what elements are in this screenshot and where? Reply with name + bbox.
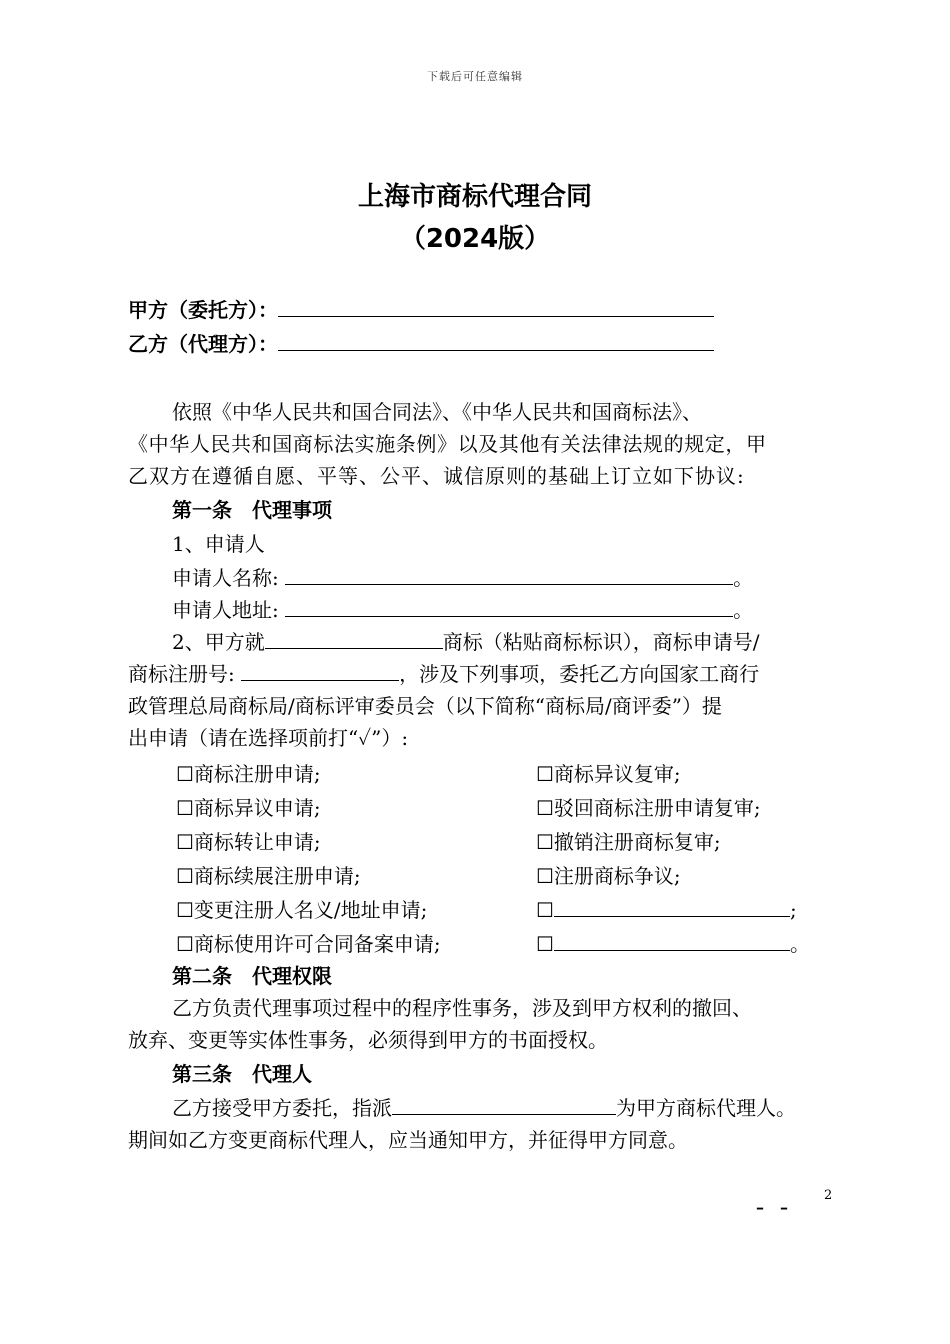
other-option-blank[interactable] [554,896,790,917]
semicolon-mark: ; [789,898,797,922]
article-1-heading: 第一条 代理事项 [172,498,332,522]
option-right-blank-1[interactable] [536,896,797,924]
period-mark: 。 [733,598,754,622]
option-right-3[interactable]: ☐撤销注册商标复审; [536,830,721,854]
applicant-address-label: 申请人地址: [172,598,279,622]
header-note: 下载后可任意编辑 [427,70,523,83]
document-version: （2024版） [399,224,551,254]
trademark-blank[interactable] [265,628,443,649]
other-option-blank[interactable] [554,930,790,951]
party-b-row [128,330,714,358]
footer-dash: – – [756,1198,789,1217]
party-a-label: 甲方（委托方）： [128,298,278,322]
article-1-item-1: 1、申请人 [172,532,265,556]
item-2-line-3: 政管理总局商标局/商标评审委员会（以下简称“商标局/商评委”）提 [128,694,722,718]
applicant-address-blank[interactable] [285,596,733,617]
article-3-line-1 [172,1094,796,1122]
item-2-line-2 [128,660,759,688]
party-a-blank[interactable] [278,296,714,317]
option-right-1[interactable]: ☐商标异议复审; [536,762,681,786]
intro-line-2: 《中华人民共和国商标法实施条例》以及其他有关法律法规的规定，甲 [128,432,767,456]
intro-line-3: 乙双方在遵循自愿、平等、公平、诚信原则的基础上订立如下协议: [128,464,745,488]
option-right-2[interactable]: ☐驳回商标注册申请复审; [536,796,761,820]
period-mark: 。 [733,566,754,590]
article-3-line-2: 期间如乙方变更商标代理人，应当通知甲方，并征得甲方同意。 [128,1128,688,1152]
intro-text-1: 依照《中华人民共和国合同法》、《中华人民共和国商标法》、 [172,400,702,424]
option-left-1[interactable]: ☐商标注册申请; [176,762,321,786]
reg-number-label: 商标注册号: [128,662,235,686]
item-2-prefix: 2、甲方就 [172,630,265,654]
party-a-row [128,296,714,324]
document-title: 上海市商标代理合同 [357,182,592,212]
article-3-heading: 第三条 代理人 [172,1062,312,1086]
option-right-blank-2[interactable] [536,930,810,958]
intro-line-1 [172,398,824,426]
option-left-5[interactable]: ☐变更注册人名义/地址申请; [176,898,428,922]
item-2-mid: 商标（粘贴商标标识），商标申请号/ [442,630,760,654]
item-2-line-1 [172,628,759,656]
option-right-4[interactable]: ☐注册商标争议; [536,864,681,888]
agent-name-blank[interactable] [392,1094,616,1115]
article-3-prefix: 乙方接受甲方委托，指派 [172,1096,392,1120]
article-2-heading: 第二条 代理权限 [172,964,332,988]
item-2-line-4: 出申请（请在选择项前打“✓”）: [128,726,409,750]
option-left-2[interactable]: ☐商标异议申请; [176,796,321,820]
article-2-line-1: 乙方负责代理事项过程中的程序性事务，涉及到甲方权利的撤回、 [172,996,752,1020]
checkbox[interactable]: ☐ [536,898,554,922]
page-number: 2 [824,1188,833,1203]
option-left-4[interactable]: ☐商标续展注册申请; [176,864,361,888]
checkbox[interactable]: ☐ [536,932,554,956]
item-2-suffix: ，涉及下列事项，委托乙方向国家工商行 [399,662,760,686]
party-b-blank[interactable] [278,330,714,351]
article-2-line-2: 放弃、变更等实体性事务，必须得到甲方的书面授权。 [128,1028,608,1052]
article-3-suffix: 为甲方商标代理人。 [616,1096,796,1120]
period-mark: 。 [789,932,810,956]
applicant-address-row [172,596,753,624]
option-left-6[interactable]: ☐商标使用许可合同备案申请; [176,932,441,956]
applicant-name-blank[interactable] [285,564,733,585]
option-left-3[interactable]: ☐商标转让申请; [176,830,321,854]
applicant-name-row [172,564,753,592]
reg-number-blank[interactable] [241,660,399,681]
applicant-name-label: 申请人名称: [172,566,279,590]
party-b-label: 乙方（代理方）： [128,332,278,356]
